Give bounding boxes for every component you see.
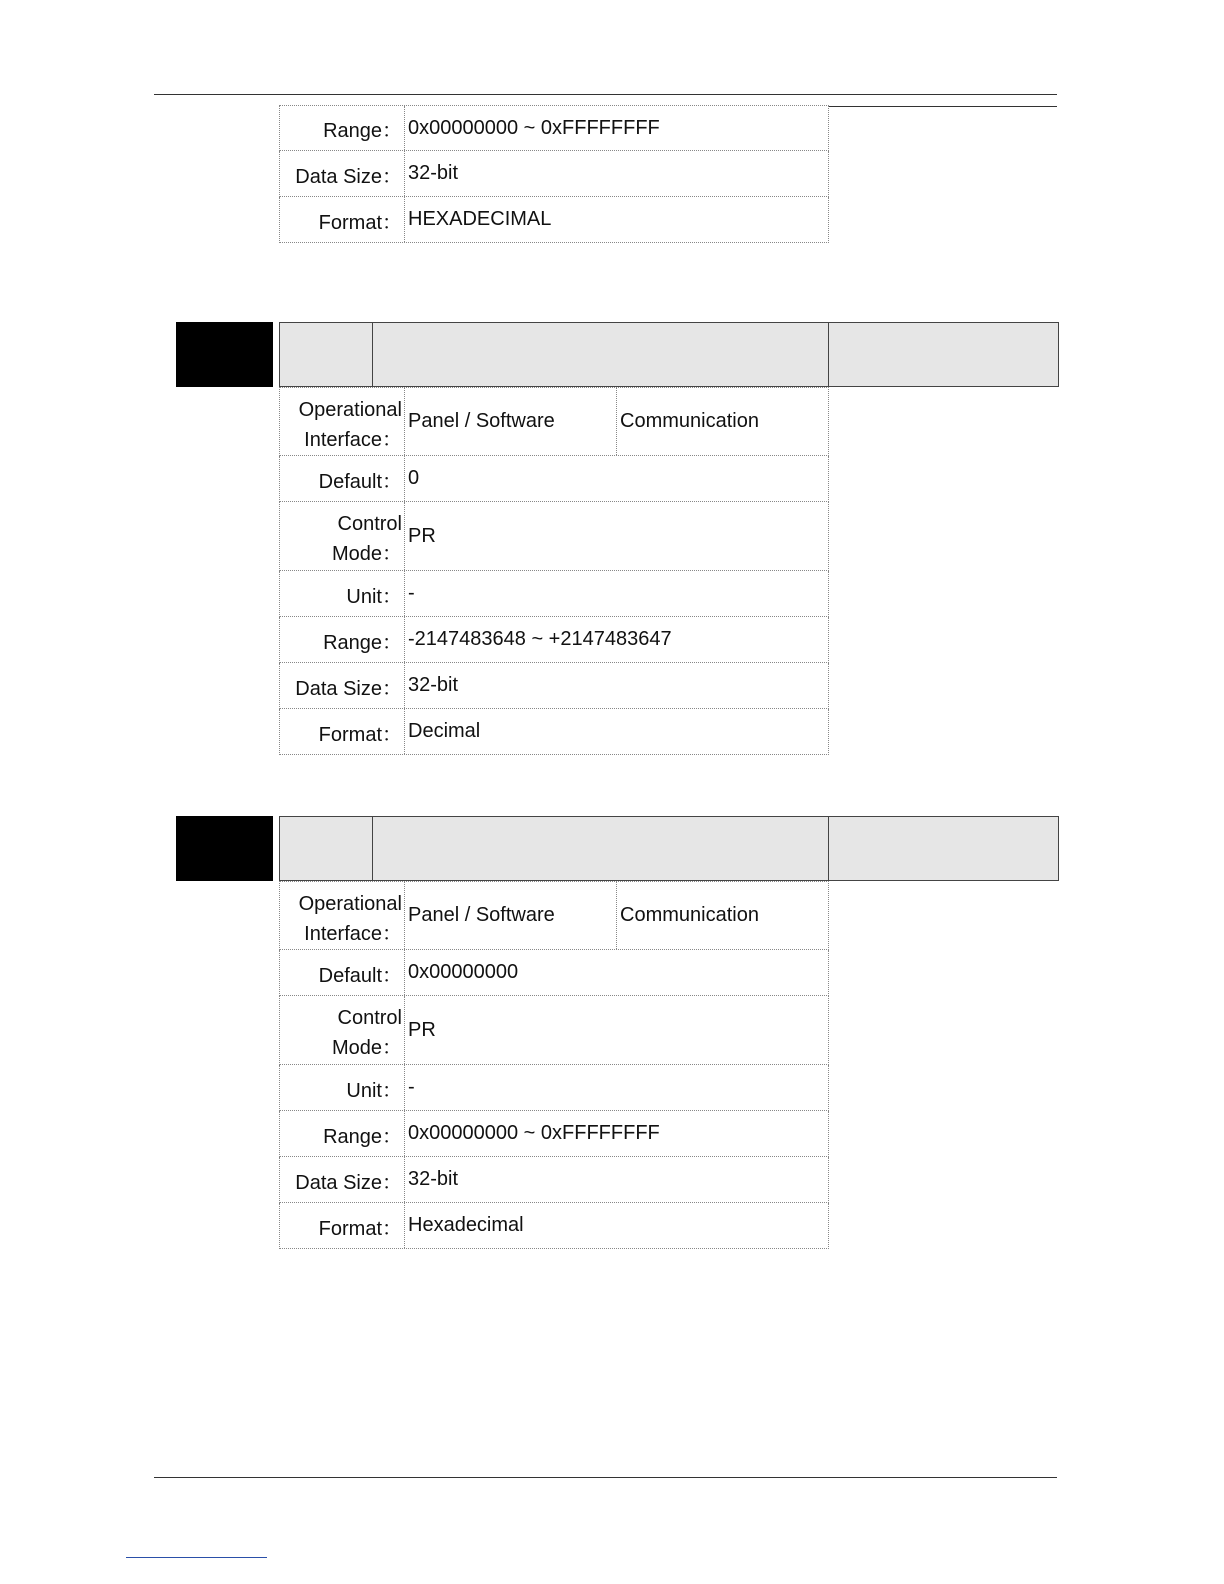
communication-cell: Communication [620, 904, 759, 926]
data-size-value: 32-bit [408, 674, 459, 696]
parameter-header-2 [176, 816, 1059, 881]
panel-software-cell: Panel / Software [405, 882, 617, 949]
control-mode-value: PR [408, 1019, 436, 1041]
footer-rule [154, 1477, 1057, 1478]
control-mode-value: PR [408, 525, 436, 547]
control-mode-row [279, 502, 829, 571]
default-value: 0x00000000 [408, 961, 519, 983]
unit-label: Unit： [280, 1065, 405, 1110]
default-row [279, 950, 829, 996]
unit-row [279, 571, 829, 617]
parameter-header-1 [176, 322, 1059, 387]
range-value: 0x00000000 ~ 0xFFFFFFFF [408, 117, 660, 139]
range-label: Range： [280, 106, 405, 150]
range-row [279, 1111, 829, 1157]
range-value: 0x00000000 ~ 0xFFFFFFFF [408, 1122, 660, 1144]
communication-cell: Communication [620, 410, 759, 432]
panel-software-cell: Panel / Software [405, 388, 617, 455]
parameter-address-box [279, 322, 373, 387]
format-row [279, 709, 829, 755]
data-size-label: Data Size： [280, 1157, 405, 1202]
header-rule [154, 94, 1057, 95]
default-label: Default： [280, 456, 405, 501]
range-label: Range： [280, 617, 405, 662]
footer-link-underline[interactable] [126, 1557, 267, 1558]
parameter-code-box [176, 322, 273, 387]
range-row [279, 105, 829, 151]
default-row [279, 456, 829, 502]
control-mode-label: Control Mode： [280, 502, 405, 570]
format-value: Hexadecimal [408, 1214, 524, 1236]
parameter-name-box [372, 816, 829, 881]
range-row [279, 617, 829, 663]
format-row [279, 197, 829, 243]
format-row [279, 1203, 829, 1249]
data-size-row [279, 663, 829, 709]
format-value: HEXADECIMAL [408, 208, 552, 230]
parameter-address-right-box [828, 322, 1059, 387]
unit-value: - [408, 582, 415, 604]
parameter-address-box [279, 816, 373, 881]
data-size-row [279, 151, 829, 197]
format-label: Format： [280, 1203, 405, 1248]
header-rule-short [829, 106, 1057, 107]
unit-value: - [408, 1076, 415, 1098]
interface-row [279, 387, 829, 456]
interface-label: Operational Interface： [280, 388, 405, 455]
data-size-label: Data Size： [280, 151, 405, 196]
range-label: Range： [280, 1111, 405, 1156]
unit-row [279, 1065, 829, 1111]
data-size-row [279, 1157, 829, 1203]
data-size-value: 32-bit [408, 1168, 459, 1190]
format-label: Format： [280, 197, 405, 242]
parameter-name-box [372, 322, 829, 387]
interface-row [279, 881, 829, 950]
control-mode-label: Control Mode： [280, 996, 405, 1064]
parameter-address-right-box [828, 816, 1059, 881]
interface-label: Operational Interface： [280, 882, 405, 949]
range-value: -2147483648 ~ +2147483647 [408, 628, 672, 650]
format-label: Format： [280, 709, 405, 754]
format-value: Decimal [408, 720, 481, 742]
control-mode-row [279, 996, 829, 1065]
parameter-code-box [176, 816, 273, 881]
default-label: Default： [280, 950, 405, 995]
parameter-table-1 [279, 387, 829, 755]
default-value: 0 [408, 467, 420, 489]
parameter-table-2 [279, 881, 829, 1249]
data-size-value: 32-bit [408, 162, 459, 184]
data-size-label: Data Size： [280, 663, 405, 708]
unit-label: Unit： [280, 571, 405, 616]
parameter-table-continued [279, 105, 829, 243]
